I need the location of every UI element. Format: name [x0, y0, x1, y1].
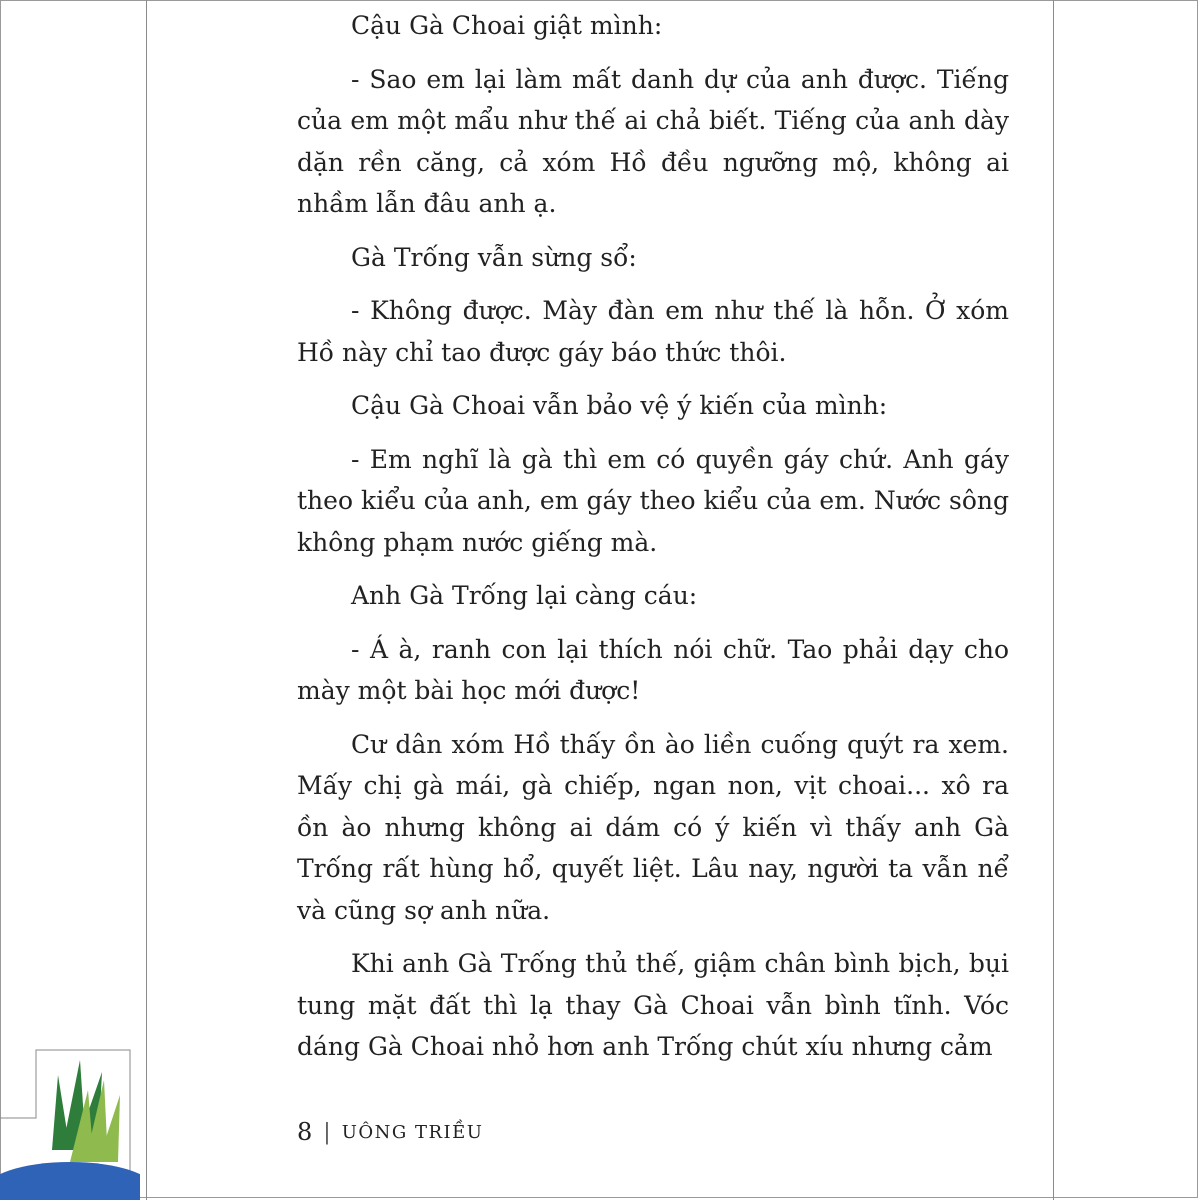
paragraph: Anh Gà Trống lại càng cáu:	[351, 581, 698, 610]
paragraph: - Á à, ranh con lại thích nói chữ. Tao phải dạy cho mày một bài học mới được!	[297, 634, 1009, 705]
paragraph: Khi anh Gà Trống thủ thế, giậm chân bình bịch, bụi tung mặt đất thì lạ thay Gà Choai vẫn bình tĩnh. Vóc dáng Gà Choai nhỏ hơn anh Trống chút xíu nhưng cảm	[297, 949, 1009, 1061]
grass-icon	[52, 1060, 120, 1162]
paragraph: - Em nghĩ là gà thì em có quyền gáy chứ. Anh gáy theo kiểu của anh, em gáy theo kiểu của em. Nước sông không phạm nước giếng mà.	[297, 444, 1009, 557]
body-text	[297, 0, 1009, 1080]
book-page	[146, 0, 1054, 1200]
page-number: 8	[297, 1118, 314, 1146]
paragraph: - Không được. Mày đàn em như thế là hỗn. Ở xóm Hồ này chỉ tao được gáy báo thức thôi.	[297, 296, 1009, 367]
grass-pond-decoration	[0, 1040, 140, 1200]
paragraph: Cậu Gà Choai giật mình:	[351, 11, 663, 40]
pond-shape	[0, 1162, 140, 1200]
author-name: UÔNG TRIỀU	[341, 1121, 484, 1143]
paragraph: Cậu Gà Choai vẫn bảo vệ ý kiến của mình:	[351, 391, 888, 420]
paragraph: - Sao em lại làm mất danh dự của anh được. Tiếng của em một mẩu như thế ai chả biết. Tiếng của anh dày dặn rền căng, cả xóm Hồ đều ngưỡng mộ, không ai nhầm lẫn đâu anh ạ.	[297, 64, 1009, 218]
footer-separator: |	[323, 1119, 332, 1145]
paragraph: Gà Trống vẫn sừng sổ:	[351, 242, 637, 272]
paragraph: Cư dân xóm Hồ thấy ồn ào liền cuống quýt ra xem. Mấy chị gà mái, gà chiếp, ngan non, vịt choai... xô ra ồn ào nhưng không ai dám có ý kiến vì thấy anh Gà Trống rất hùng hổ, quyết liệt. Lâu nay, người ta vẫn nể và cũng sợ anh nữa.	[297, 729, 1009, 925]
page-footer	[297, 1118, 483, 1146]
